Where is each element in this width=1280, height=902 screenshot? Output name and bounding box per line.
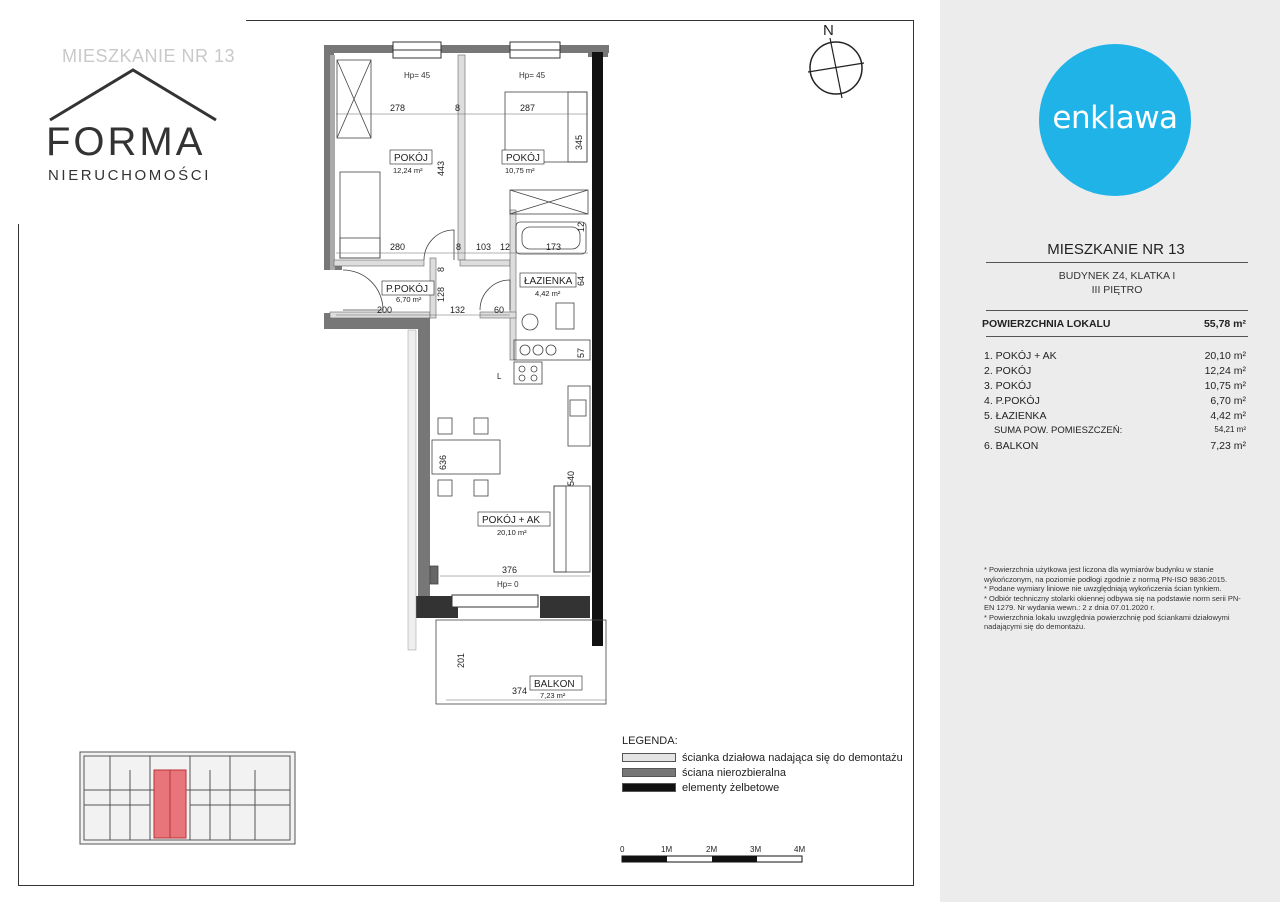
list-item [984, 440, 1246, 455]
room-label-2: POKÓJ [506, 153, 540, 164]
room-label-5: POKÓJ + AK [482, 515, 541, 526]
room-area-2: 10,75 m² [505, 166, 535, 175]
list-item [984, 380, 1246, 395]
dim-374: 374 [512, 686, 528, 696]
legend [622, 735, 903, 795]
enklawa-logo [1039, 44, 1191, 196]
divider [986, 310, 1248, 311]
room-area-5: 20,10 m² [497, 528, 527, 537]
window-height-2: Hp= 45 [519, 71, 546, 80]
scale-label-0: 0 [620, 845, 625, 854]
room-area-1: 12,24 m² [393, 166, 423, 175]
dim-201: 201 [456, 652, 466, 668]
dim-345: 345 [574, 134, 584, 150]
scale-label-2: 2M [706, 845, 718, 854]
legend-item [622, 765, 903, 780]
logo-name: FORMA [46, 120, 206, 164]
room-list [984, 350, 1246, 455]
list-item [984, 365, 1246, 380]
info-panel [940, 0, 1280, 902]
legend-swatch [622, 753, 676, 762]
scale-bar [620, 845, 805, 862]
footnote: * Powierzchnia lokalu uwzględnia powierzchnię pod ściankami działowymi nadającymi się do demontażu. [984, 612, 1230, 631]
room-area: 4,42 m² [1210, 410, 1246, 422]
dim-132: 132 [450, 305, 466, 315]
dim-540: 540 [566, 470, 576, 486]
dim-103: 103 [476, 242, 492, 252]
divider [986, 262, 1248, 263]
room-name: 3. POKÓJ [984, 380, 1032, 392]
dim-128: 128 [436, 286, 446, 302]
legend-label: ścianka działowa nadająca się do demontażu [682, 751, 903, 764]
logo-sub: NIERUCHOMOŚCI [48, 167, 211, 184]
scale-label-4: 4M [794, 845, 806, 854]
total-area-value: 55,78 m² [1203, 318, 1246, 330]
room-area: 10,75 m² [1204, 380, 1246, 392]
legend-swatch [622, 783, 676, 792]
room-name: 2. POKÓJ [984, 365, 1032, 377]
room-area: 6,70 m² [1210, 395, 1246, 407]
dim-200: 200 [377, 305, 393, 315]
room-area-4: 4,42 m² [535, 289, 561, 298]
kitchen-mark: L [497, 372, 502, 381]
dim-8a: 8 [455, 103, 461, 113]
dim-287: 287 [520, 103, 536, 113]
footnote: * Powierzchnia użytkowa jest liczona dla wymiarów budynku w stanie wykończonym, na poziomie podłogi zgodnie z normą PN-ISO 9836:2015. [984, 565, 1228, 584]
scale-label-1: 1M [661, 845, 673, 854]
room-name: 6. BALKON [984, 440, 1039, 452]
window-height-1: Hp= 45 [404, 71, 431, 80]
dim-278: 278 [390, 103, 406, 113]
dim-636: 636 [438, 454, 448, 470]
room-label-4: ŁAZIENKA [524, 276, 573, 287]
room-area: 12,24 m² [1204, 365, 1246, 377]
divider [986, 336, 1248, 337]
legend-title: LEGENDA: [622, 735, 678, 747]
footnote: * Podane wymiary liniowe nie uwzględniają wykończenia ścian tynkiem. [984, 584, 1222, 593]
dim-443: 443 [436, 160, 446, 176]
total-area-label: POWIERZCHNIA LOKALU [982, 318, 1111, 330]
room-area: 7,23 m² [1210, 440, 1246, 452]
room-area: 54,21 m² [1214, 425, 1246, 434]
dim-60: 60 [494, 305, 505, 315]
dim-12a: 12 [500, 242, 511, 252]
logo-watermark: MIESZKANIE NR 13 [62, 46, 236, 66]
dim-173: 173 [546, 242, 562, 252]
legend-label: ściana nierozbieralna [682, 766, 786, 779]
dim-57: 57 [576, 347, 586, 358]
room-area: 20,10 m² [1204, 350, 1246, 362]
apartment-floor: III PIĘTRO [1091, 284, 1143, 296]
room-area-3: 6,70 m² [396, 295, 422, 304]
legend-item [622, 780, 903, 795]
dim-12b: 12 [576, 221, 586, 232]
dim-280: 280 [390, 242, 406, 252]
footnotes [984, 565, 1250, 632]
room-label-3: P.POKÓJ [386, 284, 429, 295]
total-area [982, 318, 1246, 330]
footnote: * Odbiór techniczny stolarki okiennej odbywa się na podstawie norm serii PN-EN 1279. Nr wydania wewn.: 2 z dnia 07.01.2020 r. [984, 593, 1241, 612]
forma-logo [18, 20, 246, 224]
room-name: 5. ŁAZIENKA [984, 410, 1047, 422]
legend-label: elementy żelbetowe [682, 781, 780, 794]
dim-64: 64 [576, 275, 586, 286]
window-height-3: Hp= 0 [497, 580, 519, 589]
compass-icon [808, 22, 864, 98]
room-area-6: 7,23 m² [540, 691, 566, 700]
scale-label-3: 3M [750, 845, 762, 854]
room-name: 4. P.POKÓJ [984, 395, 1040, 407]
compass-label: N [823, 22, 834, 39]
key-plan [80, 752, 295, 844]
room-label-6: BALKON [534, 679, 575, 690]
roof-icon [48, 64, 218, 124]
list-item [984, 395, 1246, 410]
room-name: 1. POKÓJ + AK [984, 350, 1057, 362]
dim-376: 376 [502, 565, 518, 575]
partition-walls [330, 55, 516, 360]
apartment-title: MIESZKANIE NR 13 [1047, 241, 1185, 258]
apartment-building: BUDYNEK Z4, KLATKA I [1058, 270, 1176, 282]
legend-swatch [622, 768, 676, 777]
dim-8b: 8 [456, 242, 462, 252]
legend-item [622, 750, 903, 765]
room-label-1: POKÓJ [394, 153, 428, 164]
list-item [984, 425, 1246, 440]
room-name: SUMA POW. POMIESZCZEŃ: [994, 425, 1123, 436]
brand-name: enklawa [1052, 100, 1178, 136]
list-item [984, 350, 1246, 365]
dim-8c: 8 [436, 266, 446, 272]
list-item [984, 410, 1246, 425]
